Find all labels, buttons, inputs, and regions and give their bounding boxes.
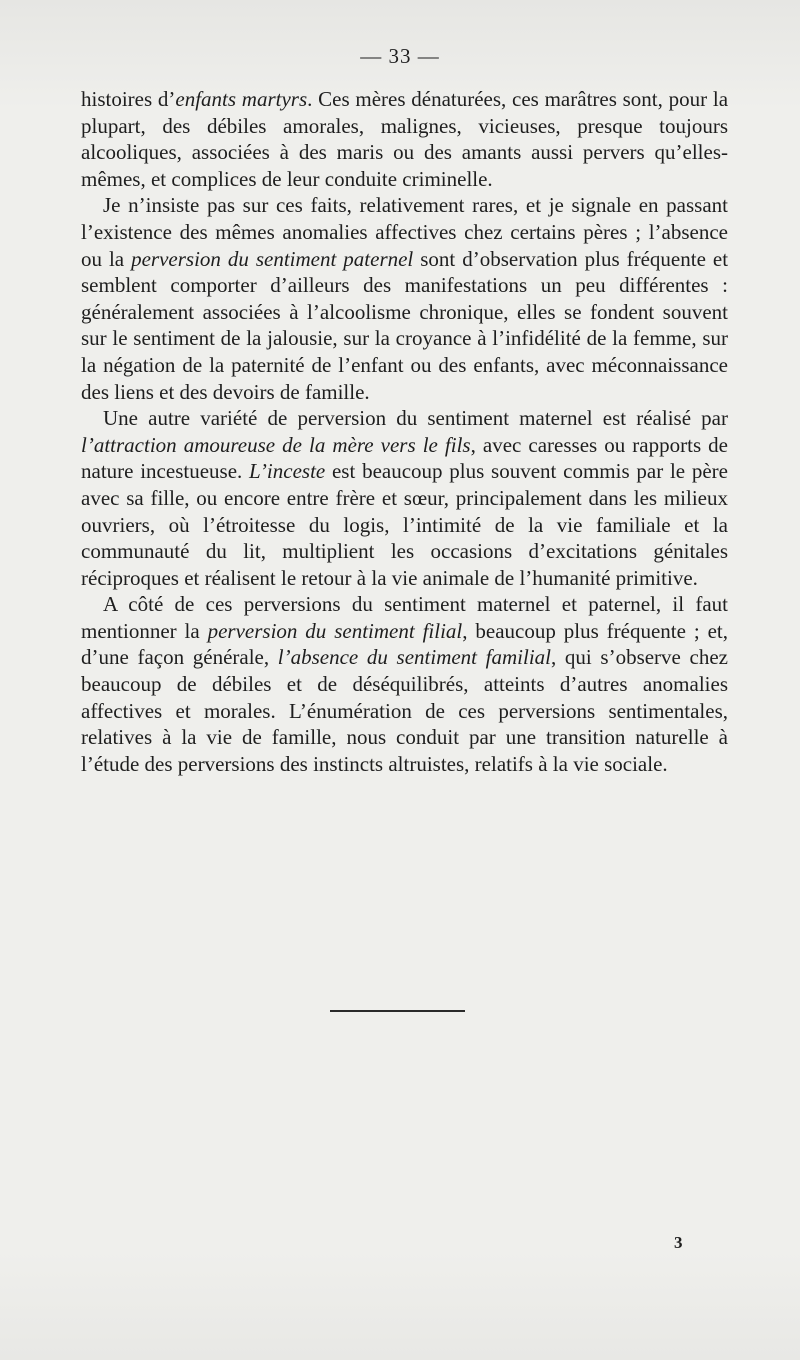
section-end-rule bbox=[330, 1010, 465, 1012]
page-number: — 33 — bbox=[360, 44, 440, 68]
text-segment: . Ces mères dénaturées, ces marâtres sont, pour la plupart, des débiles amorales, malignes, vicieuses, presque toujours alcooliques, associées à des maris ou des amants aussi pervers qu’elles-mêmes, et complices de leur conduite criminelle. bbox=[81, 87, 729, 191]
italic-segment: l’attraction amoureuse de la mère vers le fils bbox=[81, 432, 471, 457]
text-segment: , beaucoup plus fréquente ; et, d’une façon générale, bbox=[81, 618, 728, 670]
paragraph-2 bbox=[81, 192, 728, 405]
italic-segment: perversion du sentiment filial bbox=[207, 618, 463, 643]
italic-segment: l’absence du sentiment familial bbox=[277, 645, 552, 670]
signature-mark: 3 bbox=[674, 1233, 683, 1252]
text-segment: Une autre variété de perversion du sentiment maternel est réalisé par bbox=[103, 406, 728, 431]
paragraph-4 bbox=[81, 591, 728, 777]
text-segment: sont d’observation plus fréquente et semblent comporter d’ailleurs des manifestations un peu différentes : généralement associées à l’alcoolisme chronique, elles se fondent souvent sur le sentiment de la jalousie, sur la croyance à l’infidélité de la femme, sur la négation de la paternité de l’enfant ou des enfants, avec méconnaissance des liens et des devoirs de famille. bbox=[81, 246, 729, 404]
text-segment: , avec caresses ou rapports de nature incestueuse. bbox=[81, 432, 728, 484]
paragraph-3 bbox=[81, 405, 728, 591]
italic-segment: L’inceste bbox=[249, 459, 326, 484]
italic-segment: enfants martyrs bbox=[175, 87, 308, 111]
paragraph-1 bbox=[81, 86, 728, 192]
text-segment: Je n’insiste pas sur ces faits, relativement rares, et je signale en passant l’existence des mêmes anomalies affectives chez certains pères ; l’absence ou la bbox=[81, 193, 728, 271]
text-segment: histoires d’ bbox=[81, 87, 176, 111]
text-segment: , qui s’observe chez beaucoup de débiles et de déséquilibrés, atteints d’autres anomalies affectives et morales. L’énumération de ces perversions sentimentales, relatives à la vie de famille, nous conduit par une transition naturelle à l’étude des perversions des instincts altruistes, relatifs à la vie sociale. bbox=[81, 645, 728, 776]
text-segment: A côté de ces perversions du sentiment maternel et paternel, il faut mentionner la bbox=[81, 592, 728, 643]
text-segment: est beaucoup plus souvent commis par le père avec sa fille, ou encore entre frère et sœur, principalement dans les milieux ouvriers, où l’étroitesse du logis, l’intimité de la vie familiale et la communauté du lit, multiplient les occasions d’excitations génitales réciproques et réalisent le retour à la vie animale de l’humanité primitive. bbox=[81, 459, 728, 590]
italic-segment: perversion du sentiment paternel bbox=[131, 246, 414, 271]
body-text bbox=[81, 86, 728, 777]
